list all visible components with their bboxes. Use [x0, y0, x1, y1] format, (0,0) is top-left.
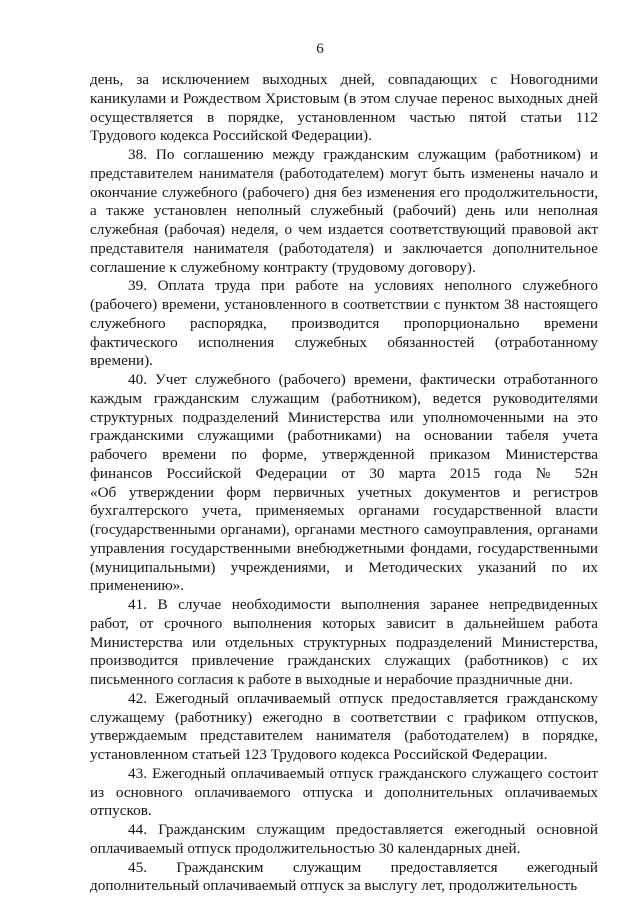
text-line: 41. В случае необходимости выполнения заранее непредвиденных	[128, 596, 598, 613]
paragraph-p39	[90, 277, 598, 371]
text-line: работ, от срочного выполнения которых зависит в дальнейшем работа	[90, 614, 598, 632]
text-line: (муниципальными) учреждениями, и Методических указаний по их	[90, 558, 598, 576]
text-line: (рабочего) времени, установленного в соответствии с пунктом 38 настоящего	[90, 296, 598, 313]
text-line: фактического исполнения служебных обязанностей (отработанному	[90, 333, 598, 351]
text-line: 38. По соглашению между гражданским служащим (работником) и	[128, 146, 598, 163]
text-line: бухгалтерского учета, применяемых органами государственной власти	[90, 502, 598, 520]
text-line: служащему (работнику) ежегодно в соответствии с графиком отпусков,	[90, 708, 598, 726]
text-line: утверждаемым представителем нанимателя (работодателем) в порядке,	[90, 727, 598, 745]
paragraph-p42	[90, 690, 598, 765]
text-line: отпусков.	[90, 802, 152, 820]
page-number: 6	[316, 41, 324, 57]
text-line: 40. Учет служебного (рабочего) времени, фактически отработанного	[128, 371, 598, 388]
paragraph-p45	[90, 859, 598, 897]
text-line: осуществляется в порядке, установленном частью пятой статьи 112	[90, 108, 598, 126]
text-line: гражданскими служащими (работниками) на основании табеля учета	[90, 427, 598, 445]
text-line: 43. Ежегодный оплачиваемый отпуск гражданского служащего состоит	[128, 764, 598, 782]
document-body	[90, 71, 598, 896]
text-line: установленном статьей 123 Трудового кодекса Российской Федерации.	[90, 746, 548, 763]
paragraph-p40	[90, 371, 598, 596]
text-line: (государственными органами), органами местного самоуправления, органами	[90, 521, 598, 538]
text-line: времени).	[90, 352, 153, 370]
text-line: 42. Ежегодный оплачиваемый отпуск предоставляется гражданскому	[128, 689, 598, 707]
text-line: соглашение к служебному контракту (трудовому договору).	[90, 258, 476, 276]
text-line: а также установлен неполный служебный (рабочий) день или неполная	[90, 202, 598, 220]
text-line: представителя нанимателя (работодателя) и заключается дополнительное	[90, 239, 598, 257]
text-line: каникулами и Рождеством Христовым (в этом случае перенос выходных дней	[90, 89, 598, 107]
text-line: структурных подразделений Министерства или уполномоченными на это	[90, 408, 598, 426]
text-line: финансов Российской Федерации от 30 марта 2015 года № 52н	[90, 464, 598, 482]
text-line: окончание служебного (рабочего) дня без изменения его продолжительности,	[90, 183, 598, 201]
text-line: применению».	[90, 577, 185, 595]
text-line: Трудового кодекса Российской Федерации).	[90, 127, 372, 145]
text-line: 45. Гражданским служащим предоставляется ежегодный	[128, 858, 598, 876]
text-line: 44. Гражданским служащим предоставляется ежегодный основной	[128, 821, 598, 838]
text-line: производится привлечение гражданских служащих (работников) с их	[90, 652, 598, 670]
text-line: «Об утверждении форм первичных учетных документов и регистров	[90, 483, 598, 501]
text-line: служебного распорядка, производится пропорционально времени	[90, 314, 598, 332]
text-line: Министерства или отдельных структурных подразделений Министерства,	[90, 633, 598, 651]
paragraph-p44	[90, 821, 598, 859]
text-line: рабочего времени по форме, утвержденной приказом Министерства	[90, 446, 598, 463]
text-line: каждым гражданским служащим (работником), ведется руководителями	[90, 389, 598, 407]
text-line: из основного оплачиваемого отпуска и дополнительных оплачиваемых	[90, 783, 598, 801]
text-line: 39. Оплата труда при работе на условиях неполного служебного	[128, 277, 598, 295]
text-line: управления государственными внебюджетными фондами, государственными	[90, 539, 598, 557]
paragraph-p37-cont	[90, 71, 598, 146]
text-line: представителем нанимателя (работодателем) могут быть изменены начало и	[90, 164, 598, 182]
paragraph-p41	[90, 596, 598, 690]
text-line: дополнительный оплачиваемый отпуск за выслугу лет, продолжительность	[90, 877, 578, 895]
text-line: оплачиваемый отпуск продолжительностью 30 календарных дней.	[90, 839, 521, 857]
text-line: день, за исключением выходных дней, совпадающих с Новогодними	[90, 71, 598, 88]
paragraph-p43	[90, 765, 598, 821]
text-line: письменного согласия к работе в выходные и нерабочие праздничные дни.	[90, 671, 573, 688]
paragraph-p38	[90, 146, 598, 277]
text-line: служебная (рабочая) неделя, о чем издается соответствующий правовой акт	[90, 221, 598, 238]
